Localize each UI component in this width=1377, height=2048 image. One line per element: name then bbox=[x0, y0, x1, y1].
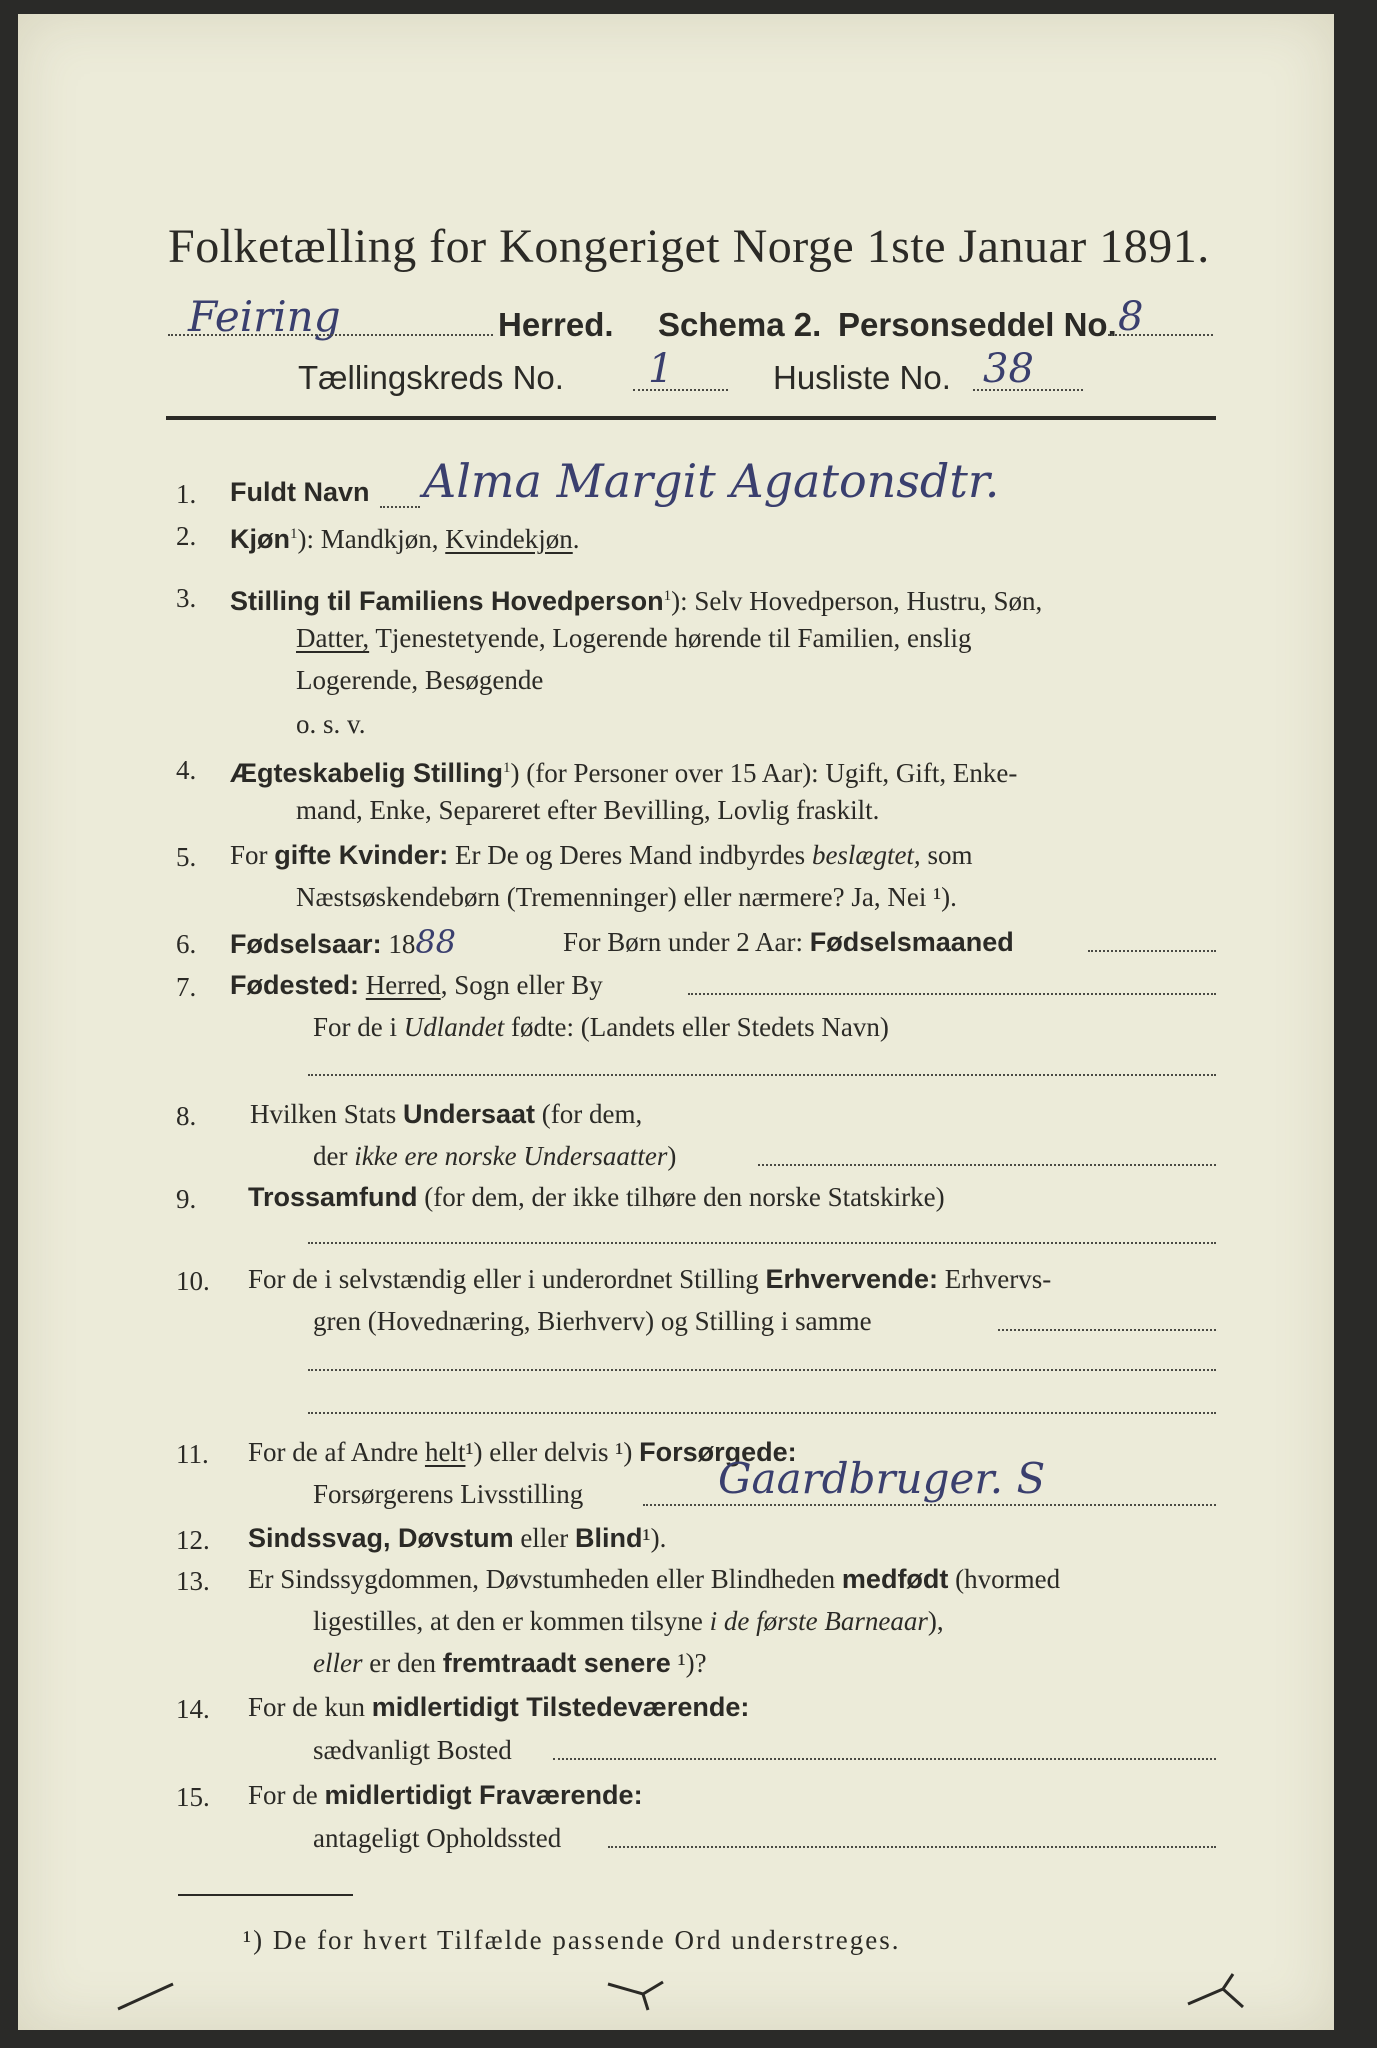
q8-line1: Hvilken Stats Undersaat (for dem, bbox=[250, 1099, 643, 1129]
q15-line2: antageligt Opholdssted bbox=[313, 1823, 562, 1853]
q6-month: For Børn under 2 Aar: Fødselsmaaned bbox=[563, 927, 1014, 957]
q6-year-value: 88 bbox=[415, 923, 457, 961]
q7-line1: Fødested: Herred, Sogn eller By bbox=[230, 970, 603, 1000]
herred-value: Feiring bbox=[188, 292, 341, 341]
corner-mark-center bbox=[603, 1974, 673, 2014]
q11-number: 11. bbox=[176, 1439, 209, 1469]
q8-line2: der ikke ere norske Undersaatter) bbox=[313, 1141, 677, 1171]
q8-number: 8. bbox=[176, 1101, 197, 1131]
personseddel-value: 8 bbox=[1118, 294, 1144, 340]
q14-line1: For de kun midlertidigt Tilstedeværende: bbox=[248, 1692, 750, 1722]
q3-line2: Datter, Tjenestetyende, Logerende hørende til Familien, enslig bbox=[296, 623, 972, 653]
q6-birthyear: Fødselsaar: 1888 bbox=[230, 923, 457, 961]
kreds-label: Tællingskreds No. bbox=[298, 359, 564, 396]
q7-line2: For de i Udlandet fødte: (Landets eller Stedets Navn) bbox=[313, 1012, 889, 1042]
corner-mark-left bbox=[113, 1974, 183, 2014]
q3-selected-option: Datter, bbox=[296, 623, 370, 653]
q5-number: 5. bbox=[176, 842, 197, 872]
q11-line1: For de af Andre helt¹) eller delvis ¹) Forsørgede: bbox=[248, 1437, 797, 1467]
q7-selected-option: Herred bbox=[365, 970, 441, 1000]
q5-line1: For gifte Kvinder: Er De og Deres Mand indbyrdes beslægtet, som bbox=[230, 840, 973, 870]
q4-line1: Ægteskabelig Stilling$^1$) (for Personer over 15 Aar): Ugift, Gift, Enke- bbox=[230, 758, 1018, 788]
q15-line1: For de midlertidigt Fraværende: bbox=[248, 1780, 643, 1810]
q14-line2: sædvanligt Bosted bbox=[313, 1735, 512, 1765]
q13-line1: Er Sindssygdommen, Døvstumheden eller Blindheden medfødt (hvormed bbox=[248, 1564, 1061, 1594]
q11-selected-option: helt bbox=[424, 1437, 466, 1467]
q2-row: Kjøn$^1$): Mandkjøn, Kvindekjøn. bbox=[230, 524, 580, 554]
form-title: Folketælling for Kongeriget Norge 1ste Januar 1891. bbox=[168, 220, 1210, 273]
q11-provider-value: Gaardbruger. S bbox=[718, 1454, 1046, 1503]
q9-line1: Trossamfund (for dem, der ikke tilhøre den norske Statskirke) bbox=[248, 1182, 945, 1212]
q4-number: 4. bbox=[176, 755, 197, 785]
kreds-value: 1 bbox=[648, 346, 674, 392]
q12-line1: Sindssvag, Døvstum eller Blind¹). bbox=[248, 1523, 667, 1553]
footnote-rule bbox=[178, 1894, 353, 1896]
herred-label: Herred. bbox=[498, 306, 614, 343]
header-rule bbox=[166, 416, 1216, 420]
q3-line4: o. s. v. bbox=[296, 709, 366, 739]
corner-mark-right bbox=[1183, 1969, 1253, 2014]
husliste-label: Husliste No. bbox=[773, 359, 951, 396]
q13-line3: eller er den fremtraadt senere ¹)? bbox=[313, 1648, 707, 1678]
q4-line2: mand, Enke, Separeret efter Bevilling, Lovlig fraskilt. bbox=[296, 795, 880, 825]
q10-number: 10. bbox=[176, 1266, 210, 1296]
q1-name-value: Alma Margit Agatonsdtr. bbox=[423, 454, 1000, 508]
q1-label: Fuldt Navn bbox=[230, 477, 370, 507]
q15-number: 15. bbox=[176, 1782, 210, 1812]
q9-number: 9. bbox=[176, 1184, 197, 1214]
q3-line3: Logerende, Besøgende bbox=[296, 665, 544, 695]
census-form-sheet bbox=[18, 14, 1334, 2030]
q14-number: 14. bbox=[176, 1694, 210, 1724]
q1-number: 1. bbox=[176, 479, 197, 509]
husliste-value: 38 bbox=[983, 346, 1034, 392]
q2-number: 2. bbox=[176, 521, 197, 551]
q5-line2: Næstsøskendebørn (Tremenninger) eller nærmere? Ja, Nei ¹). bbox=[296, 882, 957, 912]
q10-line2: gren (Hovednæring, Bierhverv) og Stilling i samme bbox=[313, 1306, 872, 1336]
q2-selected-option: Kvindekjøn bbox=[445, 524, 573, 554]
q12-number: 12. bbox=[176, 1525, 210, 1555]
q10-line1: For de i selvstændig eller i underordnet Stilling Erhvervende: Erhvervs- bbox=[248, 1264, 1052, 1294]
q3-line1: Stilling til Familiens Hovedperson$^1$): Selv Hovedperson, Hustru, Søn, bbox=[230, 586, 1043, 616]
q11-line2: Forsørgerens Livsstilling bbox=[313, 1479, 584, 1509]
q13-line2: ligestilles, at den er kommen tilsyne i de første Barneaar), bbox=[313, 1606, 944, 1636]
q3-number: 3. bbox=[176, 583, 197, 613]
q13-number: 13. bbox=[176, 1566, 210, 1596]
footnote: ¹) De for hvert Tilfælde passende Ord understreges. bbox=[243, 1925, 901, 1955]
q6-number: 6. bbox=[176, 929, 197, 959]
q7-number: 7. bbox=[176, 972, 197, 1002]
schema-label: Schema 2. bbox=[658, 306, 822, 343]
personseddel-label: Personseddel No. bbox=[838, 306, 1117, 343]
